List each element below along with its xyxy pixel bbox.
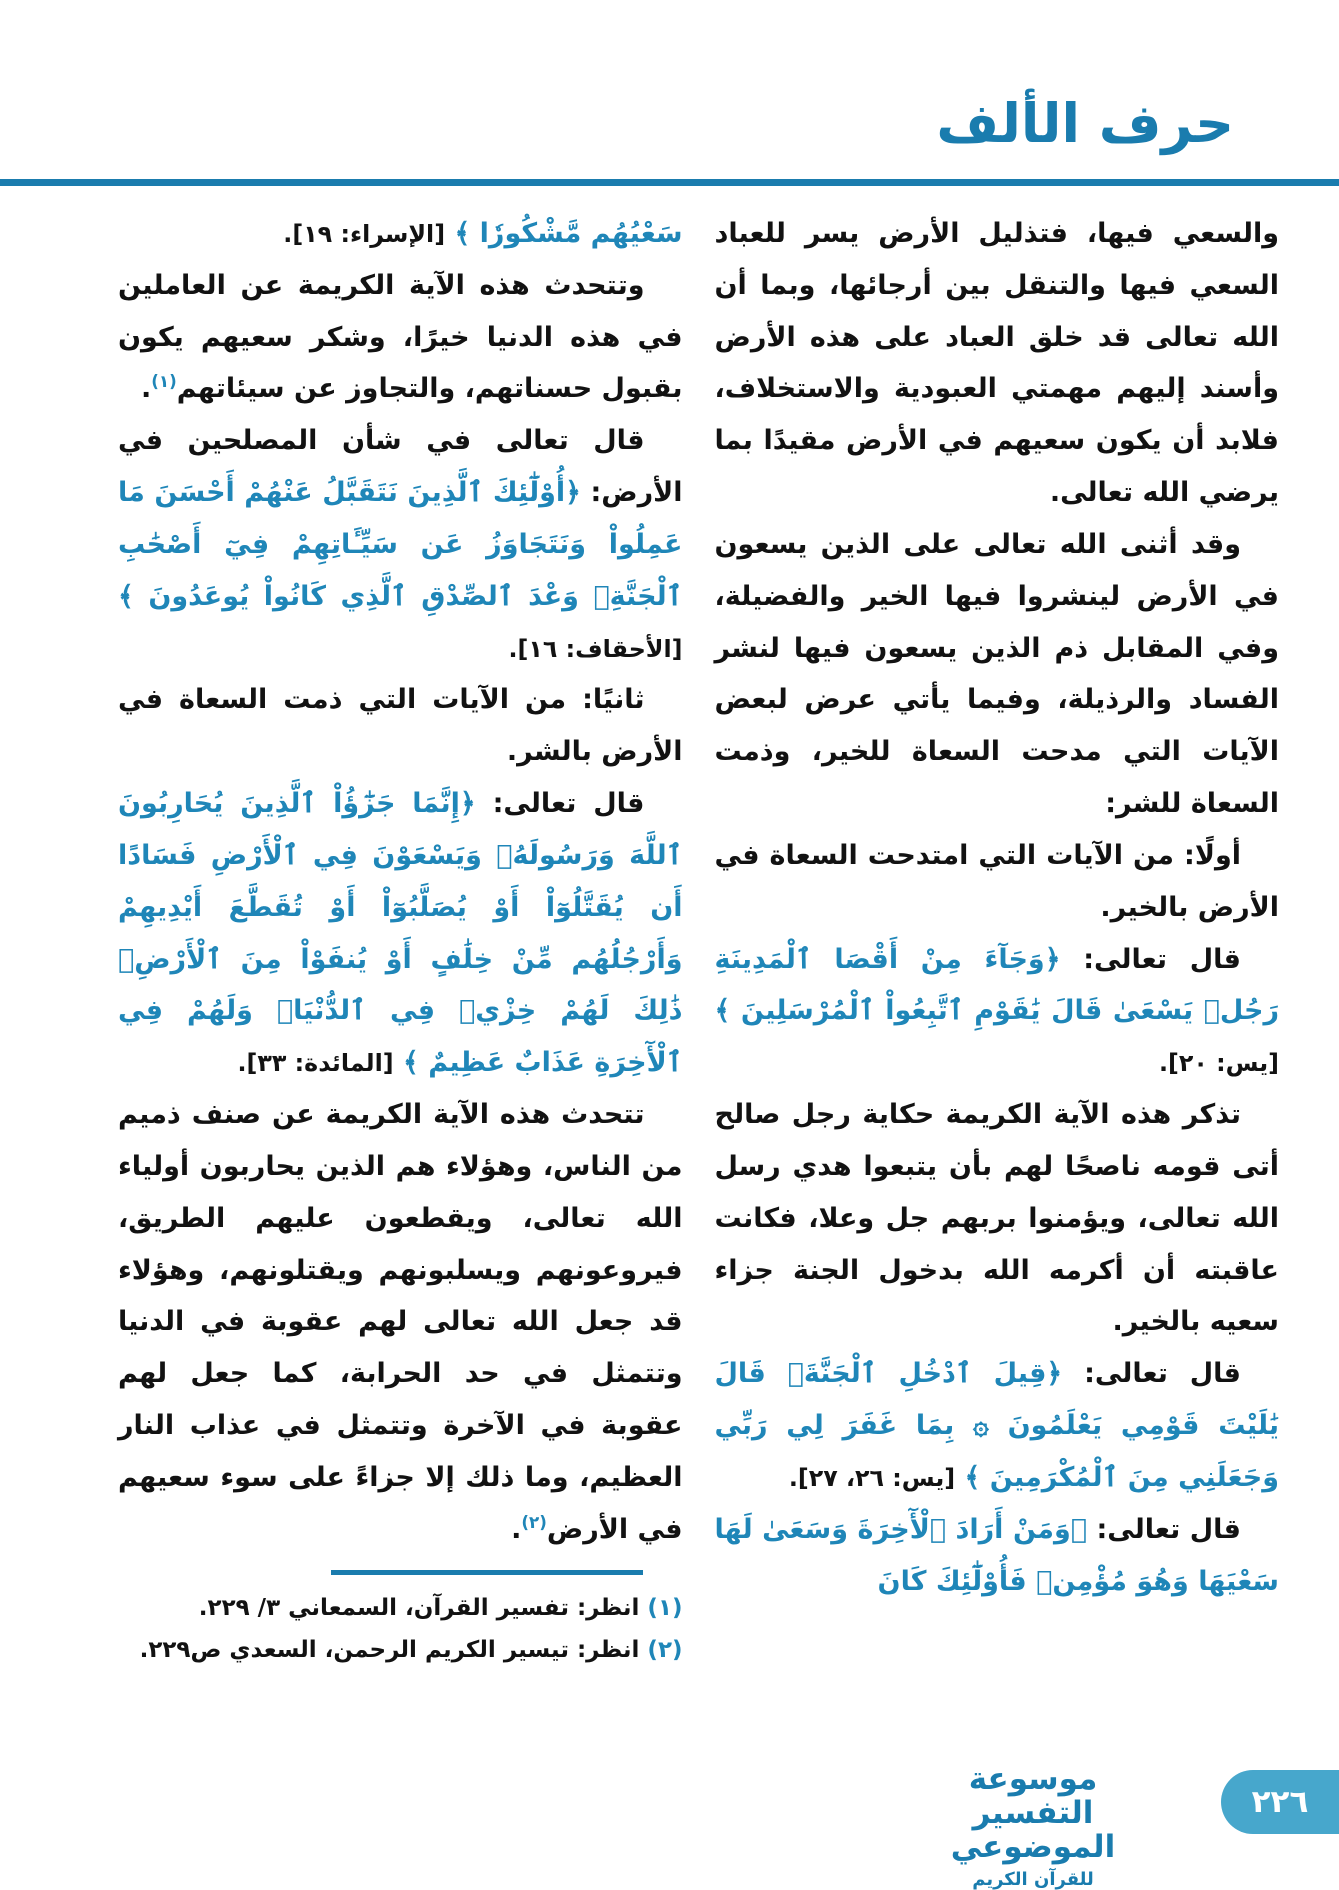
- footnote-marker: (٢): [639, 1637, 683, 1664]
- body-text: من الآيات التي امتدحت السعاة في الأرض بالخير.: [714, 839, 1279, 923]
- body-text: والسعي فيها، فتذليل الأرض يسر للعباد السعي فيها والتنقل بين أرجائها، وبما أن الله تعالى قد خلق العباد على هذه الأرض وأسند إليهم مهمتي العبودية والاستخلاف، فلابد أن يكون سعيهم في الأرض مقيدًا بما يرضي الله تعالى.: [714, 218, 1279, 509]
- header-rule: [0, 179, 1339, 186]
- paragraph: [715, 1348, 1280, 1503]
- ayah-reference: [الإسراء: ١٩].: [283, 220, 446, 248]
- body-text: قال تعالى في شأن المصلحين في الأرض:: [118, 425, 683, 509]
- emphasis-text: ثانيًا:: [566, 684, 645, 716]
- body-text: قال تعالى:: [1086, 1513, 1241, 1545]
- footnote: [118, 1629, 683, 1672]
- paragraph: [118, 674, 683, 778]
- footnote-marker: (١): [639, 1594, 683, 1621]
- paragraph: [715, 208, 1280, 519]
- body-text: وقد أثنى الله تعالى على الذين يسعون في الأرض لينشروا فيها الخير والفضيلة، وفي المقابل ذم الذين يسعون فيها لنشر الفساد والرذيلة، وفيما يأتي عرض لبعض الآيات التي مدحت السعاة للخير، وذمت السعاة للشر:: [714, 528, 1279, 820]
- publisher-logo-line2: للقرآن الكريم: [972, 1869, 1094, 1890]
- paragraph: [118, 208, 683, 260]
- publisher-logo-line1: موسوعة التفسير الموضوعي: [950, 1761, 1116, 1866]
- paragraph: [118, 778, 683, 1089]
- footnote: [118, 1587, 683, 1630]
- chapter-title: حرف الألف: [936, 92, 1234, 155]
- page-body: [118, 208, 1279, 1672]
- quran-verse: ﴿وَجَآءَ مِنْ أَقْصَا ٱلْمَدِينَةِ رَجُلٞ يَسْعَىٰ قَالَ يَٰقَوْمِ ٱتَّبِعُواْ ٱلْمُرْسَلِينَ ﴾: [714, 943, 1279, 1027]
- quran-verse: سَعْيُهُم مَّشْكُورٗا ﴾: [445, 218, 683, 249]
- ayah-reference: [يس: ٢٠].: [1158, 1049, 1279, 1078]
- ayah-reference: [يس: ٢٦، ٢٧].: [788, 1463, 956, 1492]
- footnote-marker: (١): [151, 371, 177, 392]
- body-text: تذكر هذه الآية الكريمة حكاية رجل صالح أتى قومه ناصحًا لهم بأن يتبعوا هدي رسل الله تعالى، ويؤمنوا بربهم جل وعلا، فكانت عاقبته أن أكرمه الله بدخول الجنة جزاء سعيه بالخير.: [714, 1099, 1279, 1338]
- footnote-text: انظر: تيسير الكريم الرحمن، السعدي ص٢٢٩.: [139, 1637, 640, 1664]
- body-text: تتحدث هذه الآية الكريمة عن صنف ذميم من الناس، وهؤلاء هم الذين يحاربون أولياء الله تعالى، ويقطعون عليهم الطريق، فيروعونهم ويسلبونهم ويقتلونهم، وهؤلاء قد جعل الله تعالى لهم عقوبة في الدنيا وتتمثل في حد الحرابة، كما جعل لهم عقوبة في الآخرة وتتمثل في عذاب النار العظيم، وما ذلك إلا جزاءً على سوء سعيهم في الأرض: [118, 1099, 683, 1545]
- paragraph: [715, 830, 1280, 934]
- footnote-marker: (٢): [521, 1511, 547, 1532]
- quran-verse: ﴿وَمَنْ أَرَادَ ٱلْأٓخِرَةَ وَسَعَىٰ لَهَا سَعْيَهَا وَهُوَ مُؤْمِنٞ فَأُوْلَٰٓئِكَ كَانَ: [714, 1513, 1279, 1597]
- column-right: [715, 208, 1280, 1607]
- body-text: قال تعالى:: [1062, 1358, 1241, 1390]
- body-text: من الآيات التي ذمت السعاة في الأرض بالشر.: [118, 684, 683, 768]
- paragraph: [715, 1504, 1280, 1608]
- footnote-text: انظر: تفسير القرآن، السمعاني ٣/ ٢٢٩.: [198, 1594, 640, 1621]
- body-text: قال تعالى:: [1060, 943, 1241, 975]
- paragraph: [118, 415, 683, 674]
- publisher-logo: [909, 1762, 1157, 1890]
- emphasis-text: أولًا:: [1174, 839, 1241, 871]
- paragraph: [715, 519, 1280, 830]
- ayah-reference: [المائدة: ٣٣].: [237, 1049, 394, 1078]
- body-text: وتتحدث هذه الآية الكريمة عن العاملين في هذه الدنيا خيرًا، وشكر سعيهم يكون بقبول حسناتهم، والتجاوز عن سيئاتهم: [118, 269, 683, 405]
- footnote-separator: [331, 1570, 643, 1575]
- quran-verse: ﴿أُوْلَٰٓئِكَ ٱلَّذِينَ نَتَقَبَّلُ عَنْهُمْ أَحْسَنَ مَا عَمِلُواْ وَنَتَجَاوَزُ عَن سَيِّـَٔاتِهِمْ فِيٓ أَصْحَٰبِ ٱلْجَنَّةِۖ وَعْدَ ٱلصِّدْقِ ٱلَّذِي كَانُواْ يُوعَدُونَ ﴾: [118, 477, 683, 612]
- page-number-badge: ٢٢٦: [1221, 1770, 1339, 1834]
- paragraph: [715, 934, 1280, 1089]
- body-text: قال تعالى:: [475, 788, 645, 820]
- quran-verse: ﴿قِيلَ ٱدْخُلِ ٱلْجَنَّةَۖ قَالَ يَٰلَيْتَ قَوْمِي يَعْلَمُونَ ۞ بِمَا غَفَرَ لِي رَبِّي وَجَعَلَنِي مِنَ ٱلْمُكْرَمِينَ ﴾: [714, 1358, 1279, 1493]
- quran-verse: ﴿إِنَّمَا جَزَٰٓؤُاْ ٱلَّذِينَ يُحَارِبُونَ ٱللَّهَ وَرَسُولَهُۥ وَيَسْعَوْنَ فِي ٱلْأَرْضِ فَسَادًا أَن يُقَتَّلُوٓاْ أَوْ يُصَلَّبُوٓاْ أَوْ تُقَطَّعَ أَيْدِيهِمْ وَأَرْجُلُهُم مِّنْ خِلَٰفٍ أَوْ يُنفَوْاْ مِنَ ٱلْأَرْضِۚ ذَٰلِكَ لَهُمْ خِزْيٞ فِي ٱلدُّنْيَاۖ وَلَهُمْ فِي ٱلْأٓخِرَةِ عَذَابٌ عَظِيمٌ ﴾: [118, 788, 683, 1079]
- paragraph: [118, 1089, 683, 1555]
- paragraph: [118, 260, 683, 415]
- body-text: .: [511, 1513, 522, 1545]
- body-text: .: [140, 373, 152, 405]
- paragraph: [715, 1089, 1280, 1348]
- ayah-reference: [الأحقاف: ١٦].: [508, 634, 683, 663]
- column-left: [118, 208, 683, 1672]
